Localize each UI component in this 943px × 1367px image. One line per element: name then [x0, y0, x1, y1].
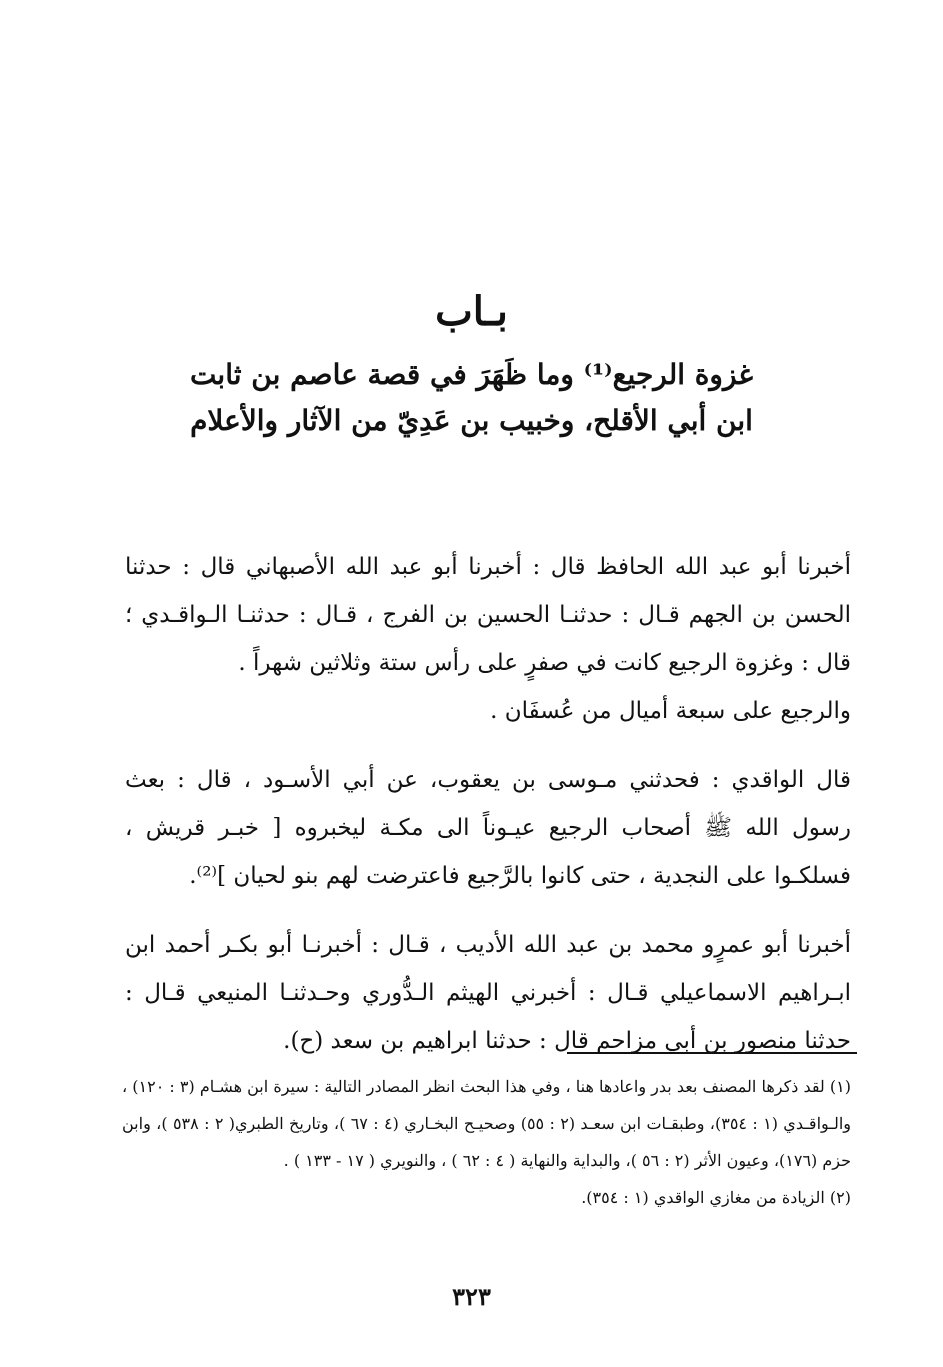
- chapter-title-line-2: ابن أبي الأقلح، وخبيب بن عَدِيّ من الآثار والأعلام: [190, 404, 753, 437]
- paragraph-4: أخبرنا أبو عمرٍو محمد بن عبد الله الأديب ، قـال : أخبرنـا أبو بكـر أحمد ابن ابـراهيم الاسماعيلي قـال : أخبرني الهيثم الـدُّوري وحـدثنـا المنيعي قـال : حدثنا منصور بن أبي مزاحم قال : حدثنا ابراهيم بن سعد (ح).: [125, 932, 851, 1054]
- paragraph-3: قال الواقدي : فحدثني مـوسى بن يعقوب، عن أبي الأسـود ، قال : بعث رسول الله ﷺ أصحاب الرجيع عيـوناً الى مكـة ليخبروه [ خبـر قريش ، فسلكـوا على النجدية ، حتى كانوا بالرَّجيع فاعترضت لهم بنو لحيان ]⁽²⁾.: [125, 767, 851, 889]
- page-number: ٣٢٣: [452, 1282, 491, 1311]
- footnote-separator: [567, 1052, 857, 1054]
- chapter-label: بـاب: [435, 288, 508, 335]
- chapter-title: [150, 352, 793, 444]
- footnote-1: (١) لقد ذكرها المصنف بعد بدر واعادها هنا ، وفي هذا البحث انظر المصادر التالية : سيرة ابن هشـام (٣ : ١٢٠) ، والـواقـدي (١ : ٣٥٤)، وطبقـات ابن سعـد (٢ : ٥٥) وصحيـح البخـاري (٤ : ٦٧ )، وتاريخ الطبري( ٢ : ٥٣٨ )، وابن حزم (١٧٦)، وعيون الأثر (٢ : ٥٦ )، والبداية والنهاية ( ٤ : ٦٢ ) ، والنويري ( ١٧ - ١٣٣ ) .: [122, 1077, 852, 1170]
- footnotes: [122, 1068, 851, 1216]
- body-text: [125, 543, 851, 1065]
- footnote-2: (٢) الزيادة من مغازي الواقدي (١ : ٣٥٤).: [581, 1188, 851, 1207]
- paragraph-2: والرجيع على سبعة أميال من عُسفَان .: [490, 698, 851, 724]
- chapter-title-line-1: غزوة الرجيع⁽¹⁾ وما ظَهَرَ في قصة عاصم بن ثابت: [189, 358, 754, 391]
- paragraph-1: أخبرنا أبو عبد الله الحافظ قال : أخبرنا أبو عبد الله الأصبهاني قال : حدثنا الحسن بن الجهم قـال : حدثنـا الحسين بن الفرج ، قـال : حدثنـا الـواقـدي ؛ قال : وغزوة الرجيع كانت في صفرٍ على رأس ستة وثلاثين شهراً .: [125, 554, 851, 676]
